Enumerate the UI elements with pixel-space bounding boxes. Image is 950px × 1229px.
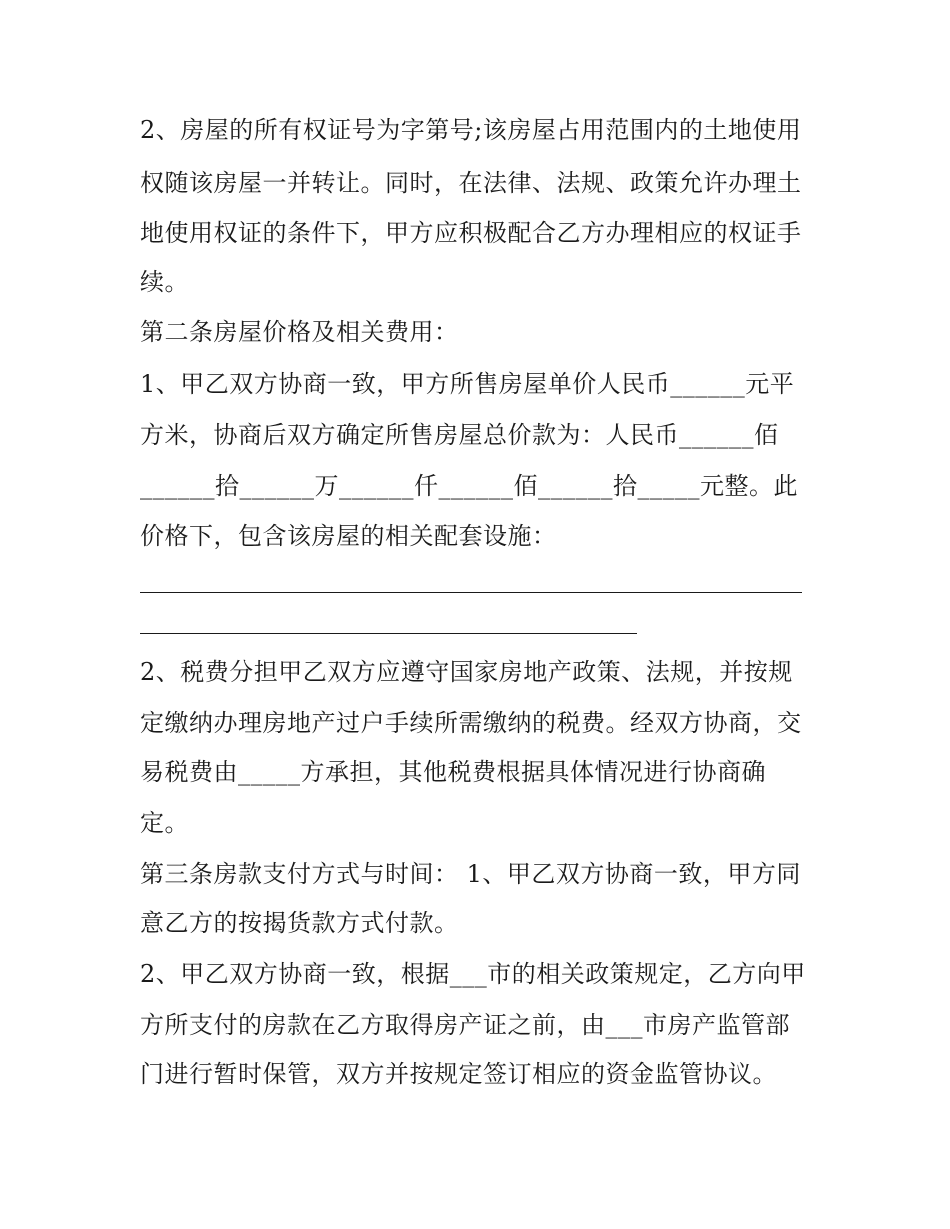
paragraph-line: 定。: [140, 809, 189, 837]
paragraph-line: ______拾______万______仟______佰______拾_____元整。此: [140, 472, 798, 500]
section-heading: 第三条房款支付方式与时间： 1、甲乙双方协商一致，甲方同: [140, 860, 801, 888]
paragraph-line: 2、甲乙双方协商一致，根据___市的相关政策规定，乙方向甲: [140, 960, 806, 988]
paragraph-line: 2、税费分担甲乙双方应遵守国家房地产政策、法规，并按规: [140, 658, 793, 686]
fill-in-blank-line: [140, 633, 637, 634]
paragraph-line: 方所支付的房款在乙方取得房产证之前，由___市房产监管部: [140, 1011, 790, 1039]
paragraph-line: 权随该房屋一并转让。同时，在法律、法规、政策允许办理土: [140, 169, 802, 197]
fill-in-blank-line: [140, 592, 802, 593]
paragraph-line: 方米，协商后双方确定所售房屋总价款为：人民币______佰: [140, 421, 779, 449]
paragraph-line: 易税费由_____方承担，其他税费根据具体情况进行协商确: [140, 758, 766, 786]
paragraph-line: 门进行暂时保管，双方并按规定签订相应的资金监管协议。: [140, 1060, 777, 1088]
paragraph-line: 地使用权证的条件下，甲方应积极配合乙方办理相应的权证手: [140, 219, 802, 247]
section-heading: 第二条房屋价格及相关费用：: [140, 318, 459, 346]
paragraph-line: 价格下，包含该房屋的相关配套设施：: [140, 522, 557, 550]
paragraph-line: 2、房屋的所有权证号为字第号;该房屋占用范围内的土地使用: [140, 116, 802, 144]
paragraph-line: 1、甲乙双方协商一致，甲方所售房屋单价人民币______元平: [140, 370, 795, 398]
paragraph-line: 续。: [140, 268, 189, 296]
paragraph-line: 意乙方的按揭货款方式付款。: [140, 909, 459, 937]
paragraph-line: 定缴纳办理房地产过户手续所需缴纳的税费。经双方协商，交: [140, 709, 802, 737]
